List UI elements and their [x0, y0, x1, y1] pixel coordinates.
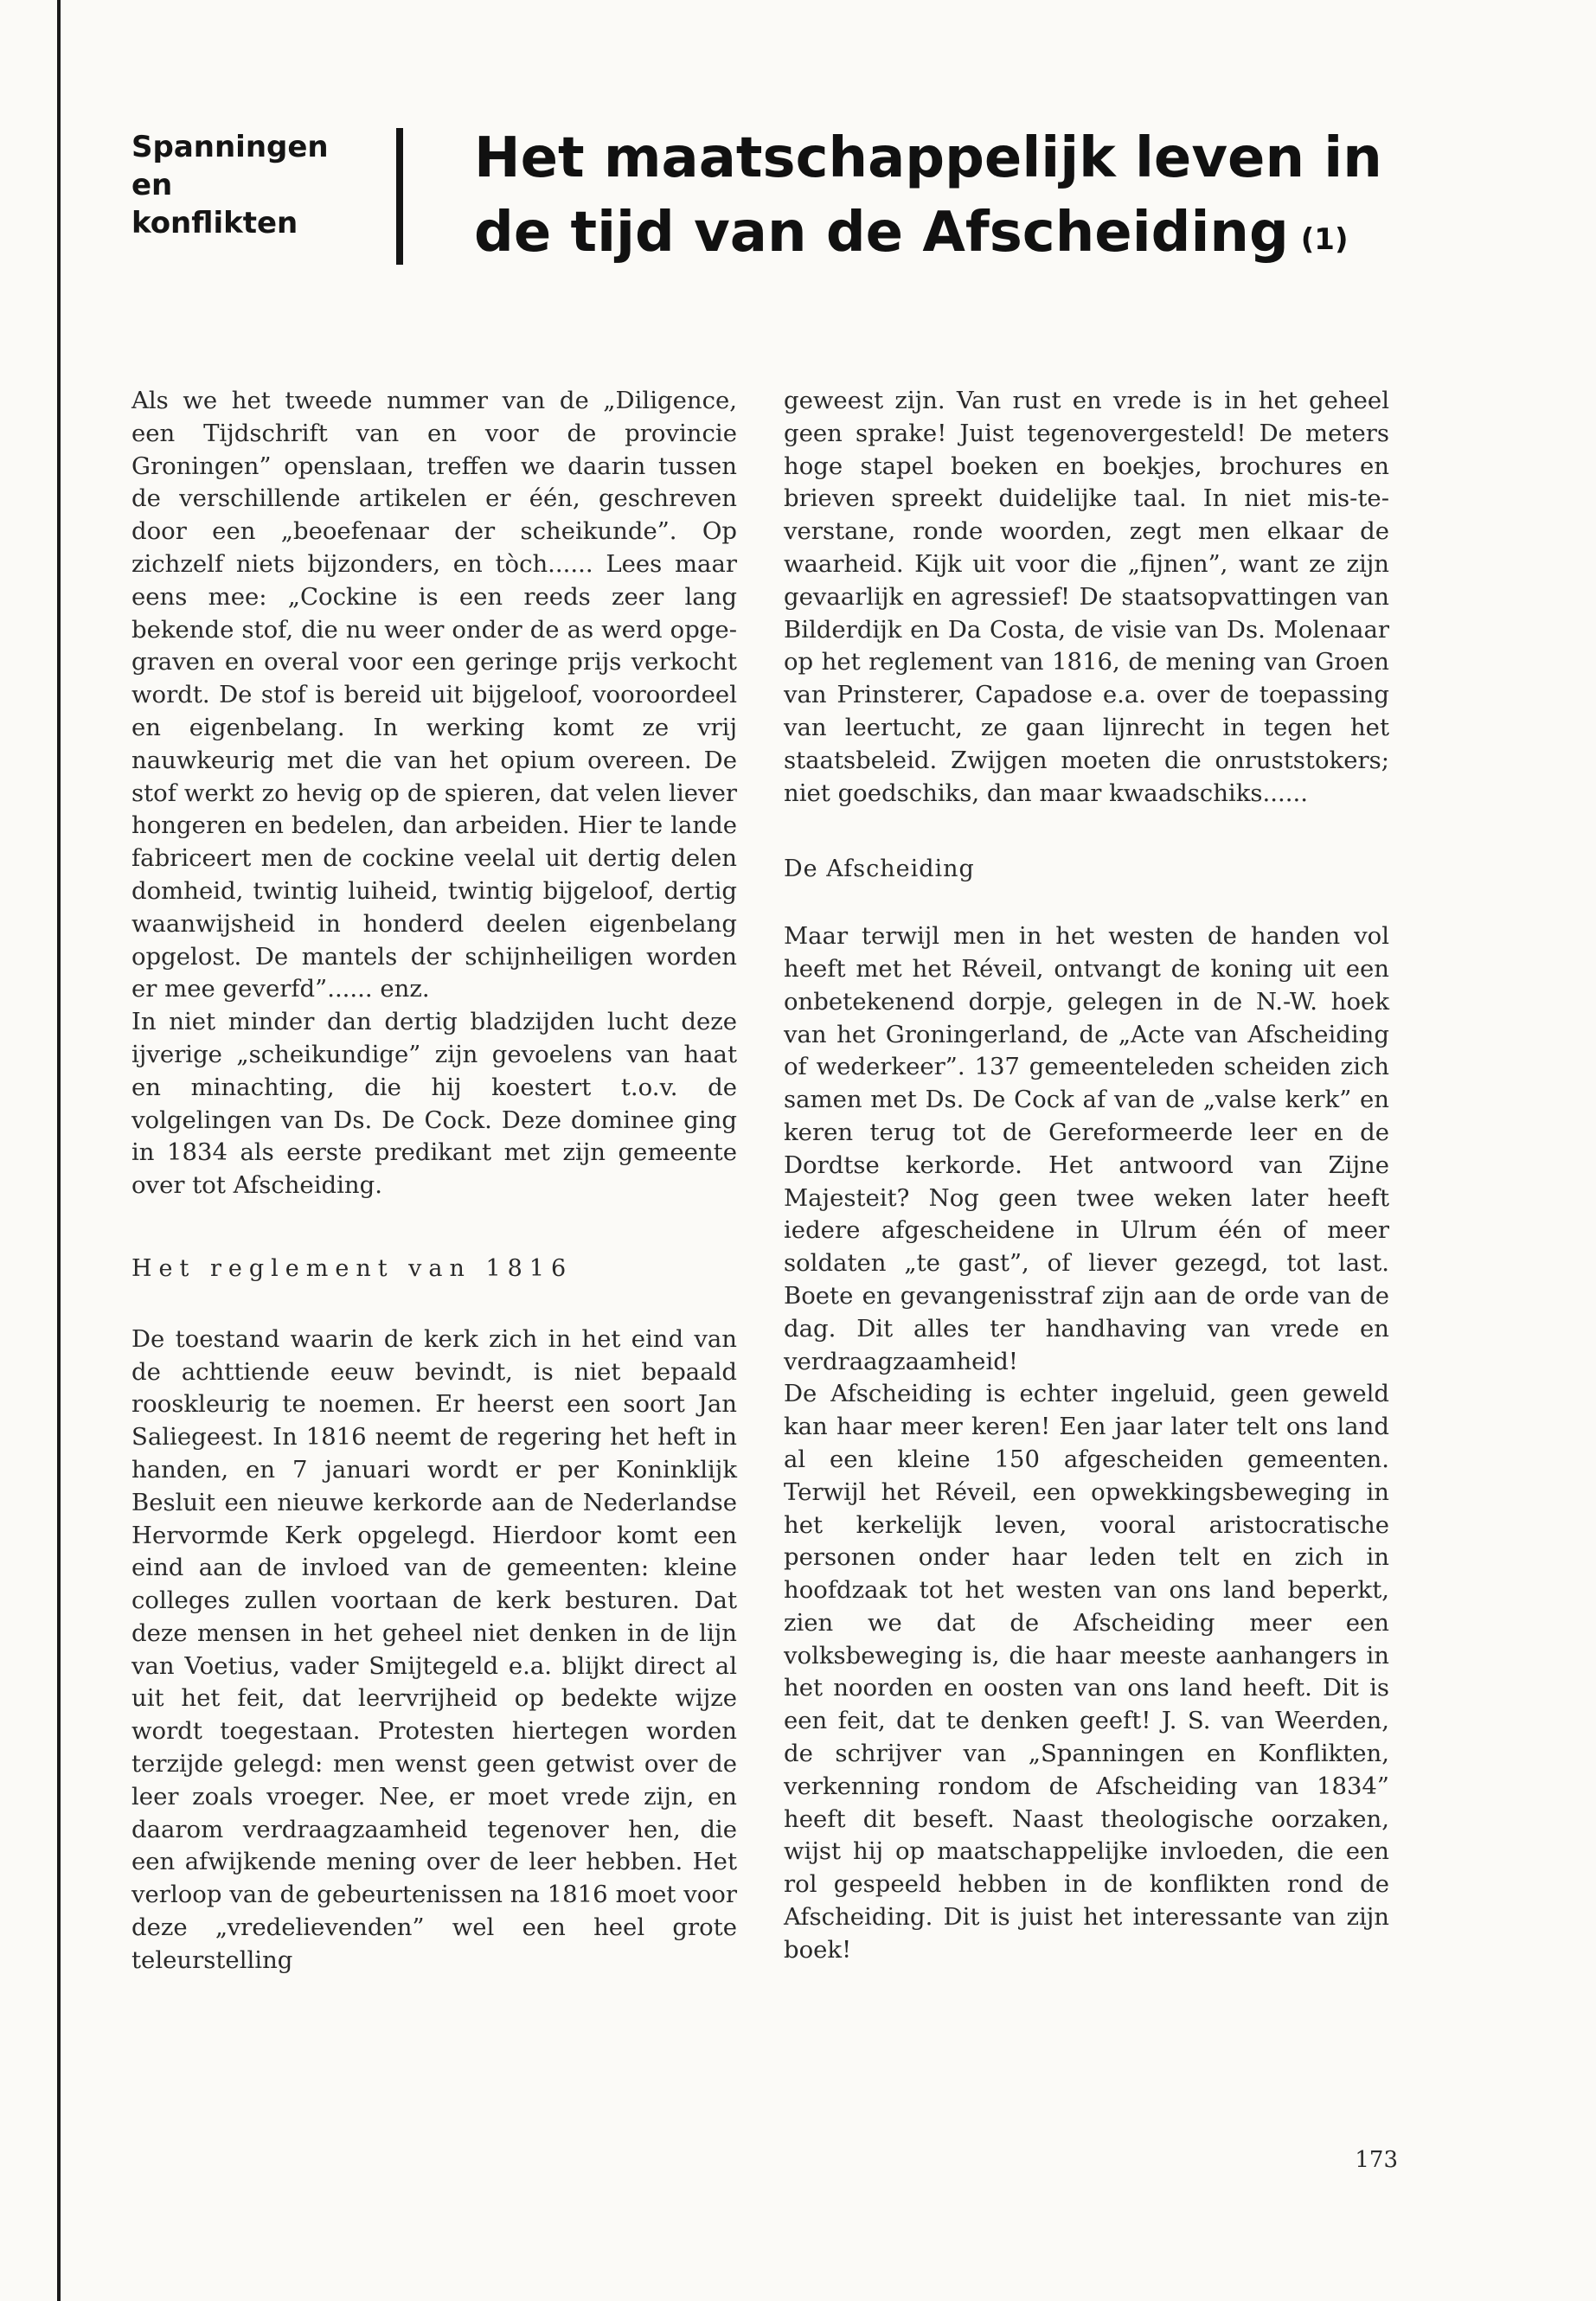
subheading-reglement: Het reglement van 1816	[131, 1254, 574, 1282]
subheading-afscheiding: De Afscheiding	[784, 856, 975, 883]
left-paragraph-1: Als we het tweede nummer van de „Diligence, een Tijdschrift van en voor de provincie Groningen” openslaan, treffen we daarin tussen de verschillende artikelen er één, geschreven door een „beoefenaar der scheikunde”. Op zichzelf niets bijzonders, en tòch...... Lees maar eens mee: „Cockine is een reeds zeer lang bekende stof, die nu weer onder de as werd opgegraven en overal voor een geringe prijs verkocht wordt. De stof is bereid uit bijgeloof, vooroordeel en eigenbelang. In werking komt ze vrij nauwkeurig met die van het opium overeen. De stof werkt zo hevig op de spieren, dat velen liever hongeren en bedelen, dan arbeiden. Hier te lande fabriceert men de cockine veelal uit dertig delen domheid, twintig luiheid, twintig bijgeloof, dertig waanwijsheid in honderd deelen eigenbelang opgelost. De mantels der schijnheiligen worden er mee geverfd”...... enz.	[131, 387, 737, 1003]
title-footnote-marker: (1)	[1300, 222, 1349, 257]
right-column	[784, 385, 1389, 1967]
right-paragraph-2: Maar terwijl men in het westen de handen vol heeft met het Réveil, ontvangt de koning uit een onbetekenend dorpje, gelegen in de N.-W. hoek van het Groningerland, de „Acte van Afscheiding of wederkeer”. 137 gemeenteleden scheiden zich samen met Ds. De Cock af van de „valse kerk” en keren terug tot de Gereformeerde leer en de Dordtse kerkorde. Het antwoord van Zijne Majesteit? Nog geen twee weken later heeft iedere afgescheidene in Ulrum één of meer soldaten „te gast”, of liever gezegd, tot last. Boete en gevangenisstraf zijn aan de orde van de dag. Dit alles ter handhaving van vrede en verdraagzaamheid!	[784, 922, 1389, 1375]
kicker-line-1: Spanningen	[131, 130, 329, 164]
article-title	[474, 121, 1495, 277]
kicker-line-3: konflikten	[131, 206, 298, 240]
page-number: 173	[1355, 2147, 1398, 2173]
title-line-2: de tijd van de Afscheiding	[474, 201, 1289, 265]
scan-edge-line	[57, 0, 61, 2301]
left-paragraph-2: In niet minder dan dertig bladzijden lucht deze ijverige „scheikundige” zijn gevoelens van haat en minachting, die hij koestert t.o.v. de volgelingen van Ds. De Cock. Deze dominee ging in 1834 als eerste predikant met zijn gemeente over tot Afscheiding.	[131, 1008, 737, 1200]
kicker-line-2: en	[131, 168, 173, 202]
left-column	[131, 385, 737, 1977]
section-kicker	[131, 128, 391, 242]
right-paragraph-1: geweest zijn. Van rust en vrede is in het geheel geen sprake! Juist tegenovergesteld! De meters hoge stapel boeken en boekjes, brochures en brieven spreekt duidelijke taal. In niet mis-te-verstane, ronde woorden, zegt men elkaar de waarheid. Kijk uit voor die „fijnen”, want ze zijn gevaarlijk en agressief! De staatsopvattingen van Bilderdijk en Da Costa, de visie van Ds. Molenaar op het reglement van 1816, de mening van Groen van Prinsterer, Capadose e.a. over de toepassing van leertucht, ze gaan lijnrecht in tegen het staatsbeleid. Zwijgen moeten die onruststokers; niet goedschiks, dan maar kwaadschiks......	[784, 387, 1389, 807]
title-line-2-wrap	[474, 195, 1495, 277]
right-paragraph-3: De Afscheiding is echter ingeluid, geen geweld kan haar meer keren! Een jaar later telt ons land al een kleine 150 afgescheiden gemeenten. Terwijl het Réveil, een opwekkingsbeweging in het kerkelijk leven, vooral aristocratische personen onder haar leden telt en zich in hoofdzaak tot het westen van ons land beperkt, zien we dat de Afscheiding meer een volksbeweging is, die haar meeste aanhangers in het noorden en oosten van ons land heeft. Dit is een feit, dat te denken geeft! J. S. van Weerden, de schrijver van „Spanningen en Konflikten, verkenning rondom de Afscheiding van 1834” heeft dit beseft. Naast theologische oorzaken, wijst hij op maatschappelijke invloeden, die een rol gespeeld hebben in de konflikten rond de Afscheiding. Dit is juist het interessante van zijn boek!	[784, 1380, 1389, 1964]
left-paragraph-3: De toestand waarin de kerk zich in het eind van de achttiende eeuw bevindt, is niet bepaald rooskleurig te noemen. Er heerst een soort Jan Saliegeest. In 1816 neemt de regering het heft in handen, en 7 januari wordt er per Koninklijk Besluit een nieuwe kerkorde aan de Nederlandse Hervormde Kerk opgelegd. Hierdoor komt een eind aan de invloed van de gemeenten: kleine colleges zullen voortaan de kerk besturen. Dat deze mensen in het geheel niet denken in de lijn van Voetius, vader Smijtegeld e.a. blijkt direct al uit het feit, dat leervrijheid op bedekte wijze wordt toegestaan. Protesten hiertegen worden terzijde gelegd: men wenst geen getwist over de leer zoals vroeger. Nee, er moet vrede zijn, en daarom verdraagzaamheid tegenover hen, die een afwijkende mening over de leer hebben. Het verloop van de gebeurtenissen na 1816 moet voor deze „vredelievenden” wel een heel grote teleurstelling	[131, 1324, 737, 1974]
title-line-1: Het maatschappelijk leven in	[474, 126, 1382, 190]
title-divider-bar	[396, 128, 403, 265]
